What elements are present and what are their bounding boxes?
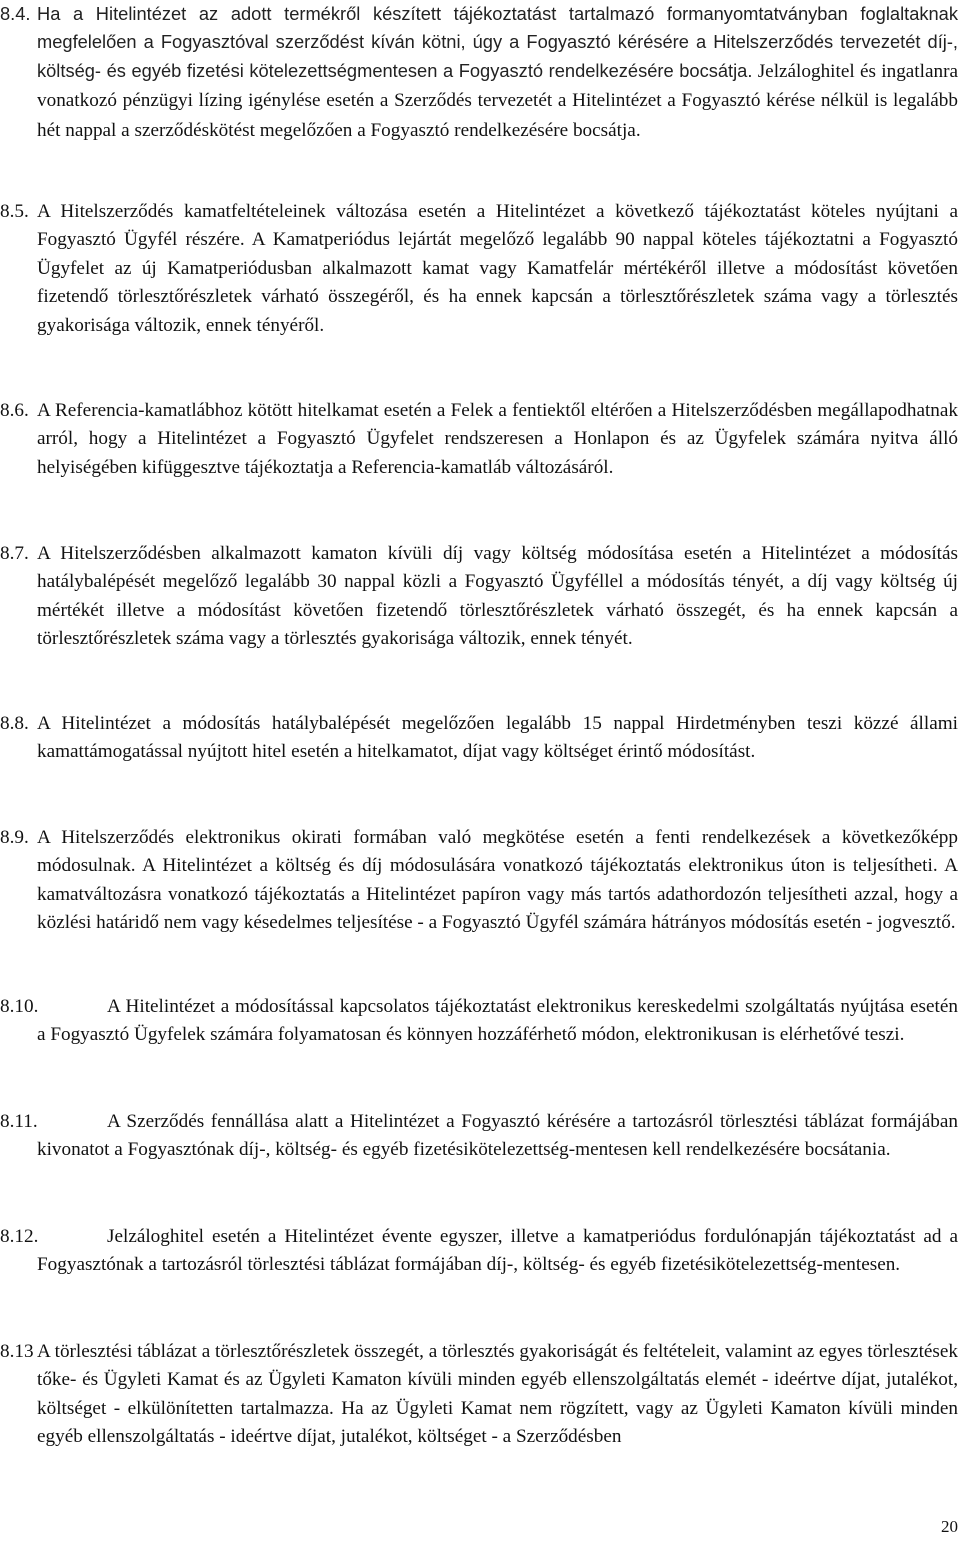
paragraph-text: A Referencia-kamatlábhoz kötött hitelkamat esetén a Felek a fentiektől eltérően a Hitelszerződésben megállapodhatnak arról, hogy a Hitelintézet a Fogyasztó Ügyfelet rendszeresen a Honlapon és az Ügyfelek számára nyitva álló helyiségében kifüggesztve tájékoztatja a Referencia-kamatláb változásáról. (37, 400, 958, 478)
paragraph-text-a: Ha a Hitelintézet az adott termékről készített tájékoztatást tartalmazó formanyomtatványban foglaltaknak megfelelően a Fogyasztóval szerződést kíván kötni, úgy a Fogyasztó kérésére a Hitelszerződés tervezetét díj-, költség- és egyéb fizetési kötelezettségmentesen a Fogyasztó rendelkezésére bocsátja. (37, 3, 958, 81)
paragraph-number: 8.5. (0, 201, 29, 222)
paragraph-8-12 (0, 1223, 958, 1280)
paragraph-text: A Hitelszerződés kamatfeltételeinek változása esetén a Hitelintézet a következő tájékoztatást köteles nyújtani a Fogyasztó Ügyfél részére. A Kamatperiódus lejártát megelőző legalább 90 nappal köteles tájékoztatni a Fogyasztó Ügyfelet az új Kamatperiódusban alkalmazott kamat vagy Kamatfelár mértékéről illetve a módosítást követően fizetendő törlesztőrészletek várható összegéről, és ha ennek kapcsán a törlesztőrészletek száma vagy a törlesztés gyakorisága változik, ennek tényéről. (37, 201, 958, 336)
paragraph-8-5 (0, 198, 958, 340)
paragraph-number: 8.10. (0, 996, 39, 1017)
paragraph-text: Jelzáloghitel esetén a Hitelintézet évente egyszer, illetve a kamatperiódus fordulónapján tájékoztatást ad a Fogyasztónak a tartozásról törlesztési táblázat formájában díj-, költség- és egyéb fizetésikötelezettség-mentesen. (37, 1226, 958, 1276)
paragraph-8-8 (0, 710, 958, 767)
paragraph-8-9 (0, 824, 958, 938)
paragraph-8-10 (0, 993, 958, 1050)
paragraph-text: A Szerződés fennállása alatt a Hitelintézet a Fogyasztó kérésére a tartozásról törlesztési táblázat formájában kivonatot a Fogyasztónak díj-, költség- és egyéb fizetésikötelezettség-mentesen kell rendelkezésére bocsátania. (37, 1111, 958, 1161)
paragraph-text: A Hitelszerződés elektronikus okirati formában való megkötése esetén a fenti rendelkezések a következőképp módosulnak. A Hitelintézet a költség és díj módosulására vonatkozó tájékoztatás elektronikus úton is teljesítheti. A kamatváltozásra vonatkozó tájékoztatás a Hitelintézet papíron vagy más tartós adathordozón teljesítheti azzal, hogy a közlési határidő nem vagy késedelmes teljesítése - a Fogyasztó Ügyfél számára hátrányos módosítás esetén - jogvesztő. (37, 827, 958, 934)
paragraph-text: A törlesztési táblázat a törlesztőrészletek összegét, a törlesztés gyakoriságát és feltételeit, valamint az egyes törlesztések tőke- és Ügyleti Kamat és az Ügyleti Kamaton kívüli minden egyéb ellenszolgáltatás elemét - ideértve díjat, jutalékot, költséget - elkülönítetten tartalmazza. Ha az Ügyleti Kamat nem rögzített, vagy az Ügyleti Kamaton kívüli minden egyéb ellenszolgáltatás - ideértve díjat, jutalékot, költséget - a Szerződésben (37, 1341, 958, 1448)
paragraph-text: A Hitelintézet a módosítással kapcsolatos tájékoztatást elektronikus kereskedelmi szolgáltatás nyújtása esetén a Fogyasztó Ügyfelek számára folyamatosan és könnyen hozzáférhető módon, elektronikusan is elérhetővé teszi. (37, 996, 958, 1046)
paragraph-number: 8.11. (0, 1111, 38, 1132)
paragraph-text: A Hitelszerződésben alkalmazott kamaton kívüli díj vagy költség módosítása esetén a Hitelintézet a módosítás hatálybalépését megelőző legalább 30 nappal közli a Fogyasztó Ügyféllel a módosítás tényét, a díj vagy költség új mértékét illetve a módosítást követően fizetendő törlesztőrészletek várható összegét, és ha ennek kapcsán a törlesztőrészletek száma vagy a törlesztés gyakorisága változik, ennek tényét. (37, 543, 958, 650)
paragraph-8-7 (0, 540, 958, 654)
paragraph-8-4 (0, 0, 958, 145)
paragraph-number: 8.8. (0, 713, 29, 734)
paragraph-text-b: Jelzáloghitel és ingatlanra vonatkozó pénzügyi lízing igénylése esetén a Szerződés tervezetét a Hitelintézet a Fogyasztó kérése nélkül is legalább hét nappal a szerződéskötést megelőzően a Fogyasztó rendelkezésére bocsátja. (37, 60, 958, 141)
paragraph-text: A Hitelintézet a módosítás hatálybalépését megelőzően legalább 15 nappal Hirdetményben teszi közzé állami kamattámogatással nyújtott hitel esetén a hitelkamatot, díjat vagy költséget érintő módosítást. (37, 713, 958, 763)
paragraph-number: 8.7. (0, 543, 29, 564)
page-number: 20 (941, 1517, 958, 1536)
paragraph-number: 8.4. (0, 3, 31, 24)
paragraph-number: 8.6. (0, 400, 29, 421)
paragraph-number: 8.13 (0, 1341, 34, 1362)
paragraph-number: 8.9. (0, 827, 29, 848)
paragraph-number: 8.12. (0, 1226, 39, 1247)
paragraph-8-11 (0, 1108, 958, 1165)
paragraph-8-13 (0, 1338, 958, 1452)
paragraph-8-6 (0, 397, 958, 482)
